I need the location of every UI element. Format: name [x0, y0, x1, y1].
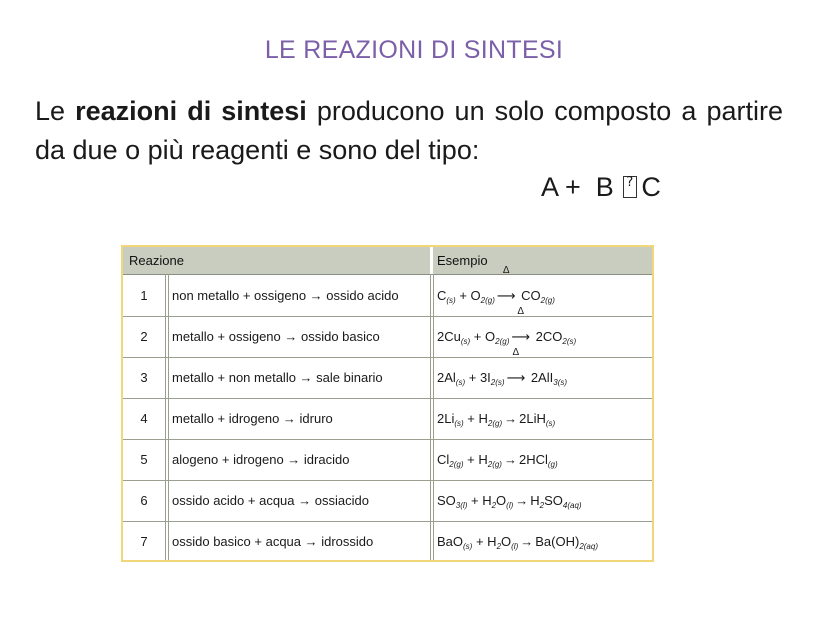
- plus-sign: +: [463, 452, 479, 467]
- arrow-glyph: ⟶: [496, 288, 516, 303]
- heat-delta: Δ: [517, 306, 525, 317]
- state-subscript: (g): [485, 296, 495, 305]
- row-number: 2: [140, 329, 148, 344]
- reaction-example: [437, 347, 568, 398]
- product: 2AlI: [527, 370, 554, 385]
- reactant-b: H: [487, 534, 497, 549]
- reactant-b: H: [478, 452, 488, 467]
- paragraph-text-end: producono un solo composto a partire da due o più reagenti e sono del tipo:: [35, 96, 783, 165]
- reactant-a: C: [437, 288, 447, 303]
- reactant-a: 2Li: [437, 411, 455, 426]
- plus-sign: +: [465, 370, 480, 385]
- product: 2HCl: [518, 452, 548, 467]
- subscript: 2: [487, 460, 493, 469]
- table-row: [123, 347, 652, 399]
- formula-product: C: [641, 172, 661, 202]
- reaction-type: metallo + non metallo → sale binario: [172, 370, 383, 385]
- header-esempio: Esempio: [437, 253, 488, 268]
- reaction-example: [437, 480, 582, 521]
- reaction-type: metallo + ossigeno → ossido basico: [172, 329, 380, 344]
- plus-sign: +: [470, 329, 486, 344]
- state-subscript: (s): [454, 419, 464, 428]
- general-formula: [541, 172, 661, 203]
- reaction-type: non metallo + ossigeno → ossido acido: [172, 288, 399, 303]
- arrow-glyph: →: [520, 534, 534, 549]
- reaction-example: [437, 439, 558, 480]
- reactant-a: 2Cu: [437, 329, 461, 344]
- subscript: 2: [449, 460, 454, 469]
- heat-delta: Δ: [502, 265, 510, 276]
- reaction-type: alogeno + idrogeno → idracido: [172, 452, 350, 467]
- subscript: 2: [491, 501, 497, 510]
- product: 2CO: [532, 329, 563, 344]
- state-subscript: (s): [557, 378, 568, 387]
- paragraph-bold-term: reazioni di sintesi: [75, 96, 307, 126]
- arrow-glyph: →: [503, 452, 517, 467]
- product-part: SO: [544, 493, 563, 508]
- row-number: 1: [140, 288, 148, 303]
- state-subscript: (s): [463, 542, 473, 551]
- product: CO: [517, 288, 541, 303]
- formula-reactants: A + B: [541, 172, 614, 202]
- plus-sign: +: [467, 493, 483, 508]
- reactant-b-part: O: [501, 534, 512, 549]
- synthesis-table: [121, 245, 654, 562]
- page-title: LE REAZIONI DI SINTESI: [264, 36, 564, 64]
- missing-glyph-icon: [623, 176, 637, 198]
- subscript: 2: [562, 337, 567, 346]
- header-divider: [430, 247, 433, 274]
- table-row: [123, 306, 652, 358]
- state-subscript: (s): [446, 296, 456, 305]
- row-number: 3: [140, 370, 148, 385]
- state-subscript: (g): [492, 460, 502, 469]
- arrow-glyph: →: [515, 493, 529, 508]
- reaction-arrow-icon: [504, 398, 517, 439]
- reactant-a: SO: [437, 493, 456, 508]
- state-subscript: (aq): [583, 542, 598, 551]
- reactant-b: H: [482, 493, 492, 508]
- reactant-b: O: [470, 288, 481, 303]
- reaction-arrow-icon: [515, 480, 528, 521]
- state-subscript: (l): [460, 501, 468, 510]
- state-subscript: (s): [566, 337, 577, 346]
- reaction-example: [437, 265, 555, 316]
- reactant-a: BaO: [437, 534, 464, 549]
- subscript: 2: [539, 501, 545, 510]
- state-subscript: (l): [511, 542, 519, 551]
- subscript: 3: [455, 501, 461, 510]
- reactant-b-part: O: [496, 493, 507, 508]
- state-subscript: (s): [460, 337, 471, 346]
- subscript: 2: [579, 542, 584, 551]
- reaction-type: metallo + idrogeno → idruro: [172, 411, 333, 426]
- row-number: 6: [140, 493, 148, 508]
- subscript: 2: [496, 542, 502, 551]
- subscript: 2: [495, 337, 500, 346]
- reaction-type: ossido acido + acqua → ossiacido: [172, 493, 369, 508]
- row-number: 4: [140, 411, 148, 426]
- reaction-arrow-icon: [520, 521, 533, 562]
- table-row: [123, 398, 652, 440]
- reaction-arrow-icon: [506, 347, 526, 398]
- reaction-example: [437, 306, 577, 357]
- product: H: [530, 493, 540, 508]
- subscript: 2: [540, 296, 546, 305]
- state-subscript: (g): [492, 419, 503, 428]
- reaction-arrow-icon: [504, 439, 517, 480]
- subscript: 3: [553, 378, 558, 387]
- plus-sign: +: [472, 534, 488, 549]
- reaction-example: [437, 398, 555, 439]
- state-subscript: (aq): [567, 501, 582, 510]
- reactant-a: 2Al: [437, 370, 456, 385]
- state-subscript: (s): [545, 419, 556, 428]
- subscript: 4: [562, 501, 568, 510]
- row-number: 7: [140, 534, 148, 549]
- reactant-a: Cl: [437, 452, 450, 467]
- reaction-arrow-icon: [496, 265, 516, 316]
- state-subscript: (g): [453, 460, 464, 469]
- state-subscript: (g): [547, 460, 558, 469]
- state-subscript: (s): [455, 378, 466, 387]
- reactant-b: 3I: [479, 370, 491, 385]
- arrow-glyph: →: [504, 411, 518, 426]
- table-header: [123, 247, 652, 275]
- header-reazione: Reazione: [129, 253, 184, 268]
- arrow-glyph: ⟶: [506, 370, 526, 385]
- table-row: [123, 521, 652, 562]
- table-row: [123, 439, 652, 481]
- state-subscript: (g): [545, 296, 555, 305]
- product: 2LiH: [519, 411, 546, 426]
- reaction-example: [437, 521, 598, 562]
- subscript: 2: [490, 378, 496, 387]
- arrow-glyph: ⟶: [511, 329, 531, 344]
- reactant-b: H: [478, 411, 488, 426]
- table-row: [123, 480, 652, 522]
- paragraph-text-start: Le: [35, 96, 76, 126]
- state-subscript: (s): [495, 378, 505, 387]
- subscript: 2: [480, 296, 486, 305]
- plus-sign: +: [463, 411, 479, 426]
- plus-sign: +: [455, 288, 471, 303]
- state-subscript: (g): [499, 337, 510, 346]
- heat-delta: Δ: [512, 347, 520, 358]
- intro-paragraph: [35, 92, 783, 170]
- reactant-b: O: [485, 329, 496, 344]
- state-subscript: (l): [506, 501, 514, 510]
- product: Ba(OH): [535, 534, 580, 549]
- subscript: 2: [487, 419, 493, 428]
- row-number: 5: [140, 452, 148, 467]
- reaction-type: ossido basico + acqua → idrossido: [172, 534, 374, 549]
- table-row: [123, 265, 652, 317]
